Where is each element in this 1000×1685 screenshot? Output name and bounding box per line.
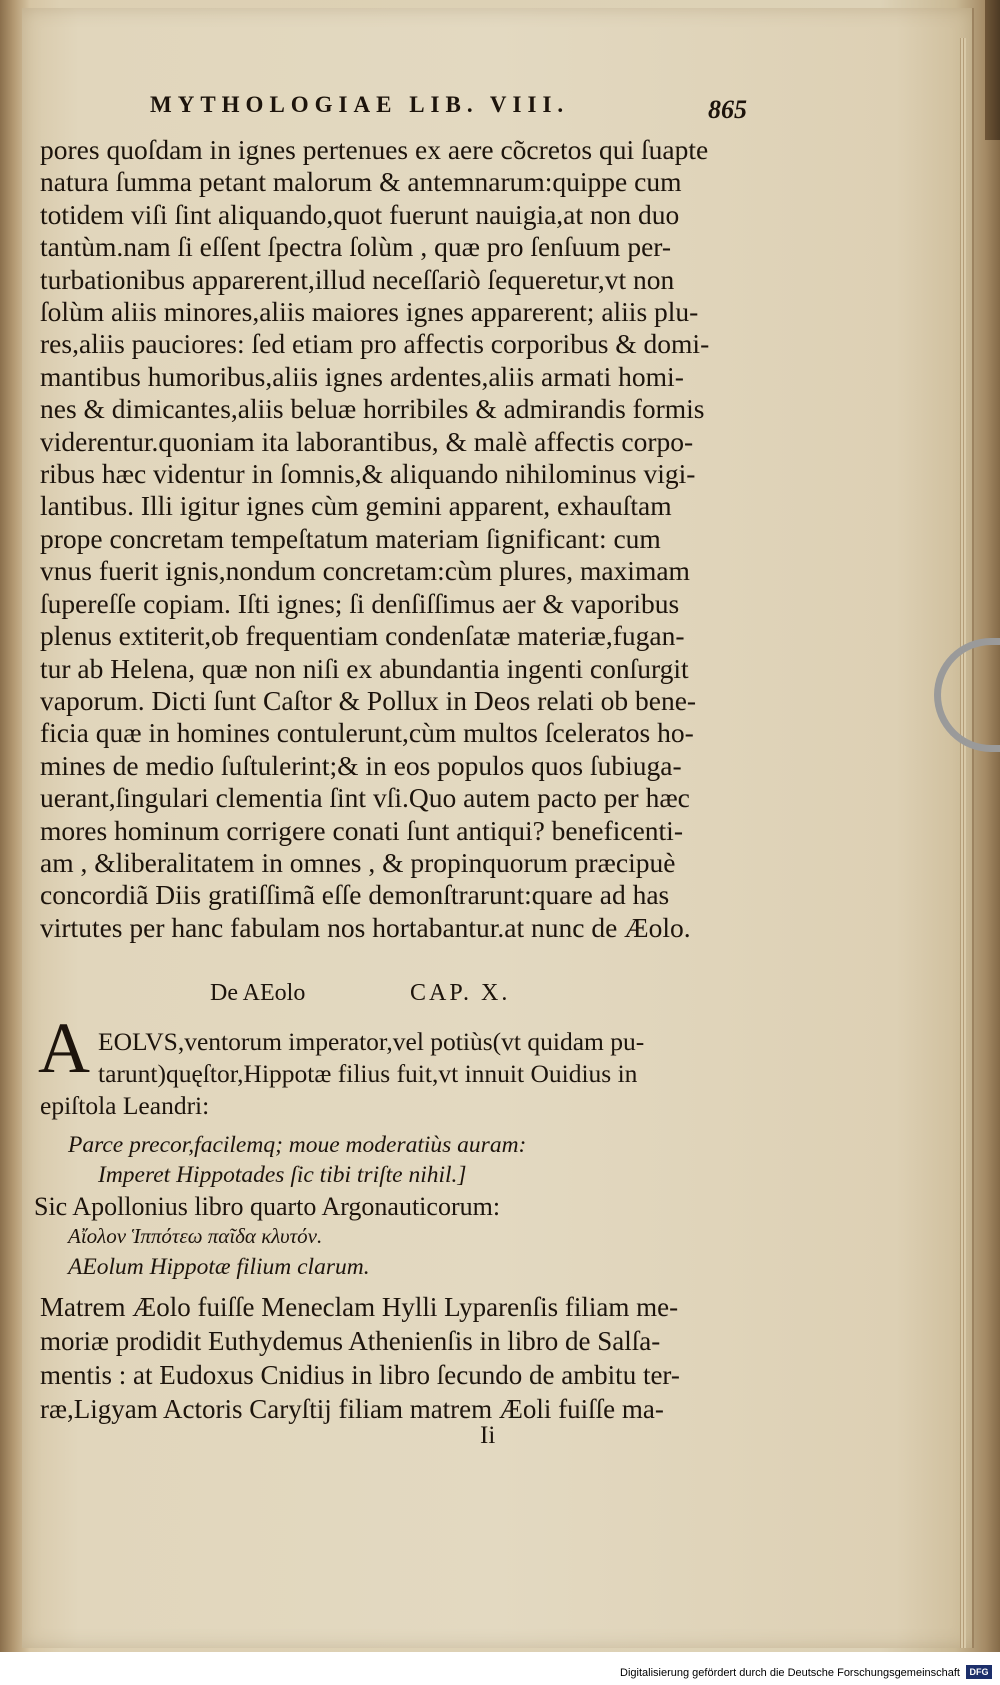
text-line: virtutes per hanc fabulam nos hortabantur.at nunc de Æolo. (40, 911, 691, 943)
page-edges (960, 38, 966, 1648)
text-line: moriæ prodidit Euthydemus Athenienſis in libro de Salſa- (40, 1326, 661, 1356)
signature-mark: Ii (480, 1422, 496, 1449)
text-line: vnus fuerit ignis,nondum concretam:cùm plures, maximam (40, 555, 690, 587)
chapter-opening (98, 1026, 738, 1090)
text-line: mines de medio ſuſtulerint;& in eos populos quos ſubiuga- (40, 749, 682, 781)
verse-line: Parce precor,facilemq; moue moderatiùs auram: (68, 1132, 527, 1158)
text-line: nes & dimicantes,aliis beluæ horribiles & admirandis formis (40, 393, 705, 425)
text-line: totidem viſi ſint aliquando,quot fuerunt nauigia,at non duo (40, 198, 680, 230)
text-line: tantùm.nam ſi eſſent ſpectra ſolùm , quæ pro ſenſuum per- (40, 231, 672, 263)
body-text (40, 134, 760, 944)
text-line: epiſtola Leandri: (40, 1091, 210, 1120)
text-line: ſupereſſe copiam. Iſti ignes; ſi denſiſſimus aer & vaporibus (40, 587, 680, 619)
text-line: EOLVS,ventorum imperator,vel potiùs(vt quidam pu- (98, 1027, 645, 1056)
text-line: mores hominum corrigere conati ſunt antiqui? beneficenti- (40, 814, 683, 846)
text-line: Sic Apollonius libro quarto Argonauticorum: (34, 1192, 501, 1221)
text-line: mentis : at Eudoxus Cnidius in libro ſecundo de ambitu ter- (40, 1360, 680, 1390)
chapter-title: De AEolo (210, 980, 306, 1006)
text-line: res,aliis pauciores: ſed etiam pro affectis corporibus & domi- (40, 328, 710, 360)
text-line: ficia quæ in homines contulerunt,cùm multos ſceleratos ho- (40, 717, 694, 749)
running-head: MYTHOLOGIAE LIB. VIII. (150, 92, 570, 117)
text-line: am , &liberalitatem in omnes , & propinquorum præcipuè (40, 846, 676, 878)
verse-line: Imperet Hippotades ſic tibi triſte nihil.] (98, 1162, 467, 1188)
text-line: tarunt)quęſtor,Hippotæ filius fuit,vt innuit Ouidius in (98, 1059, 638, 1088)
page-number: 865 (708, 95, 747, 124)
text-line: ſolùm aliis minores,aliis maiores ignes apparerent; aliis plu- (40, 296, 699, 328)
text-line: mantibus humoribus,aliis ignes ardentes,aliis armati homi- (40, 360, 684, 392)
text-line: uerant,ſingulari clementia ſint vſi.Quo autem pacto per hæc (40, 782, 690, 814)
text-line: turbationibus apparerent,illud neceſſariò ſequeretur,vt non (40, 263, 675, 295)
text-line: ræ,Ligyam Actoris Caryſtij filiam matrem Æoli fuiſſe ma- (40, 1394, 664, 1424)
text-line: vaporum. Dicti ſunt Caſtor & Pollux in Deos relati ob bene- (40, 684, 697, 716)
dfg-logo: DFG (966, 1665, 992, 1679)
drop-cap: A (38, 1008, 90, 1088)
text-line: plenus extiterit,ob frequentiam condenſatæ materiæ,fugan- (40, 620, 685, 652)
text-line: Matrem Æolo fuiſſe Meneclam Hylli Lyparenſis filiam me- (40, 1292, 679, 1322)
text-line: concordiã Diis gratiſſimã eſſe demonſtrarunt:quare ad has (40, 879, 670, 911)
digitization-credit: Digitalisierung gefördert durch die Deutsche Forschungsgemeinschaft (620, 1667, 960, 1679)
greek-quotation: Αἴολον Ἱππότεω παῖδα κλυτόν. (68, 1224, 323, 1248)
text-line: lantibus. Illi igitur ignes cùm gemini apparent, exhauſtam (40, 490, 672, 522)
closing-paragraph (40, 1290, 760, 1426)
text-line: ribus hæc videntur in ſomnis,& aliquando nihilominus vigi- (40, 458, 696, 490)
latin-translation: AEolum Hippotæ filium clarum. (68, 1254, 370, 1280)
chapter-heading (210, 980, 570, 1016)
text-line: natura ſumma petant malorum & antemnarum:quippe cum (40, 166, 682, 198)
binding-tab (985, 0, 1000, 140)
chapter-number: CAP. X. (410, 980, 511, 1006)
text-line: pores quoſdam in ignes pertenues ex aere cõcretos qui ſuapte (40, 134, 709, 165)
text-line: tur ab Helena, quæ non niſi ex abundantia ingenti conſurgit (40, 652, 689, 684)
text-line: viderentur.quoniam ita laborantibus, & malè affectis corpo- (40, 425, 694, 457)
text-line: prope concretam tempeſtatum materiam ſignificant: cum (40, 522, 661, 554)
